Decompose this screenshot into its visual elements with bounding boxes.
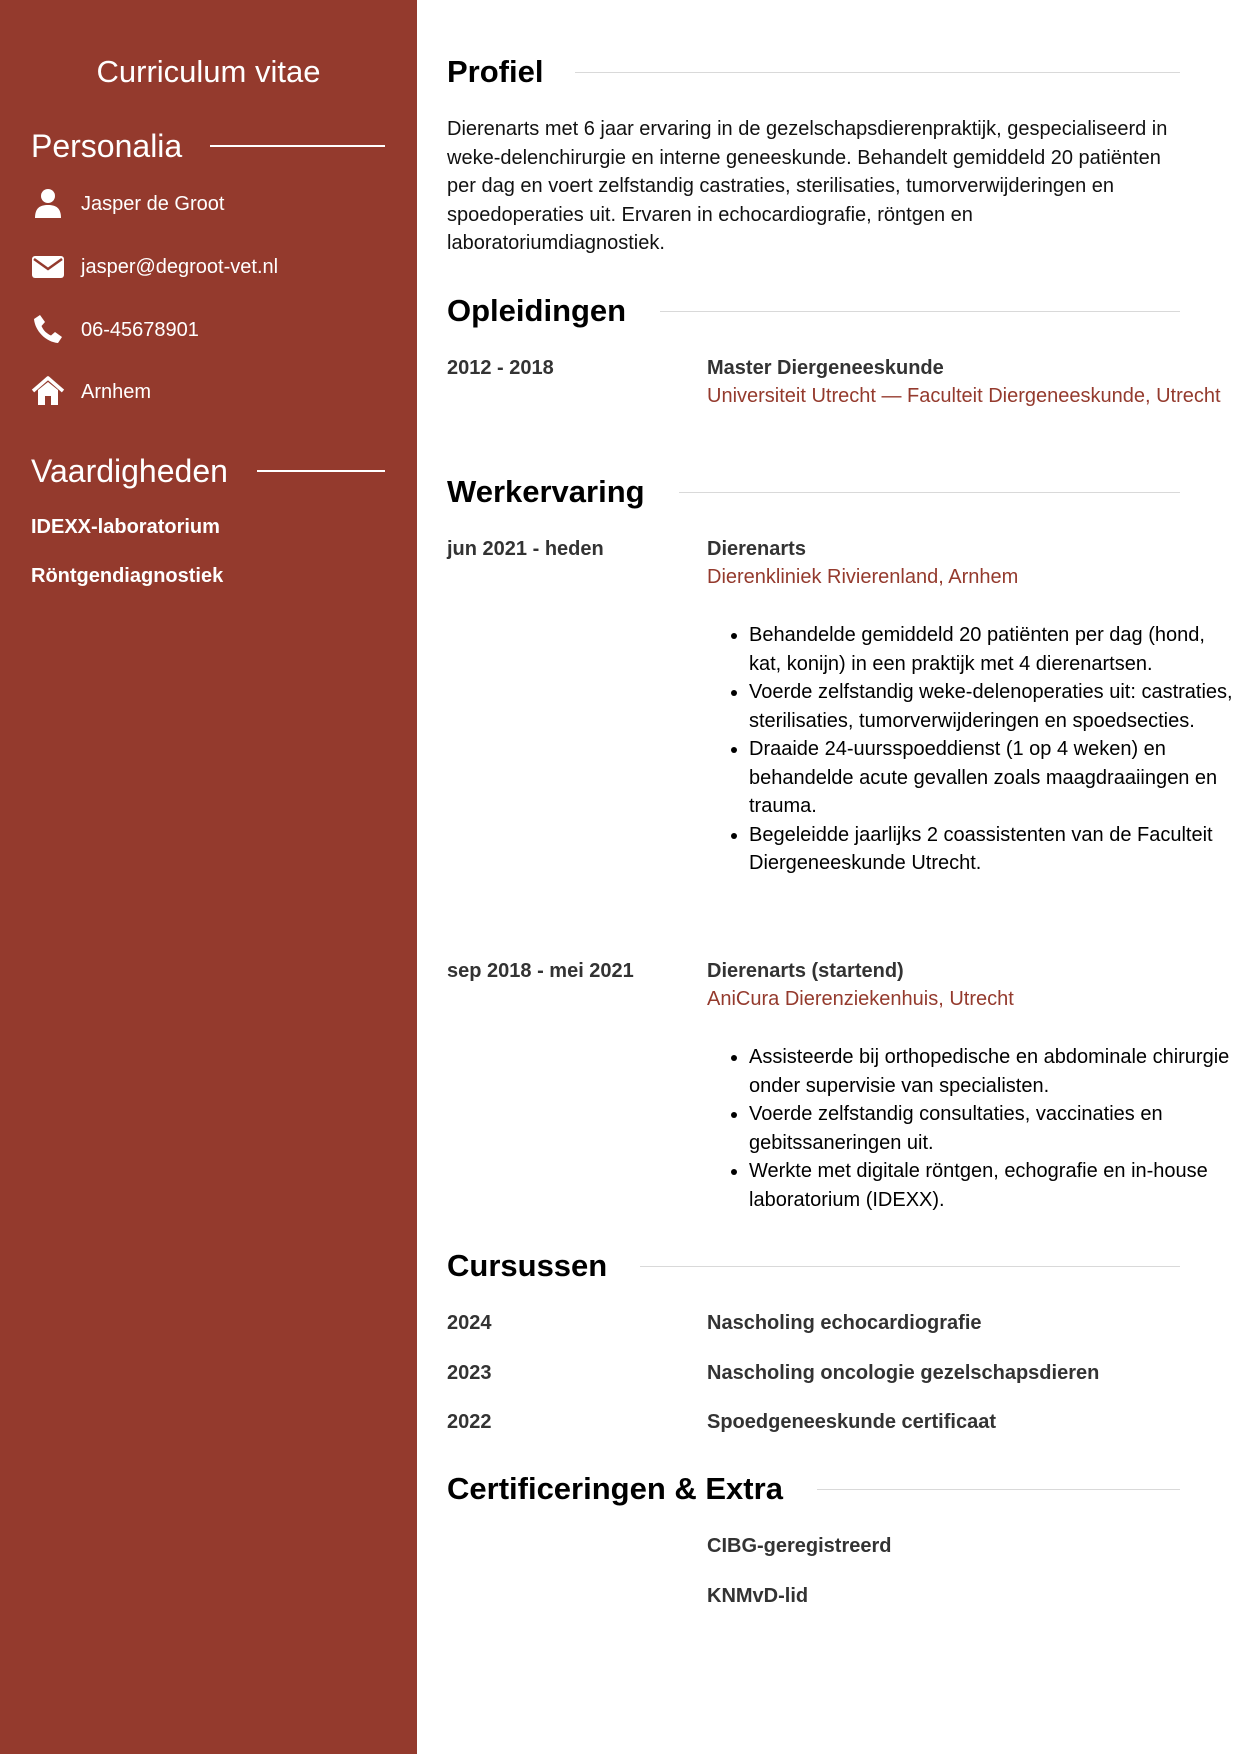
profile-heading: Profiel [447,54,544,89]
skills-divider [257,470,385,472]
skills-heading: Vaardigheden [31,453,228,489]
course-year: 2024 [447,1312,492,1334]
job-bullets [707,1043,1239,1214]
experience-divider [679,492,1180,493]
job-title: Dierenarts [707,538,806,560]
job-date: jun 2021 - heden [447,538,604,560]
user-icon [31,186,65,220]
courses-heading: Cursussen [447,1248,608,1283]
job-bullet: • Werkte met digitale röntgen, echografie en in-house laboratorium (IDEXX). [749,1157,1239,1214]
job-bullet: • Assisteerde bij orthopedische en abdominale chirurgie onder supervisie van specialisten. [749,1043,1239,1100]
job-employer: Dierenkliniek Rivierenland, Arnhem [707,566,1019,588]
experience-heading: Werkervaring [447,474,645,509]
course-title: Spoedgeneeskunde certificaat [707,1411,996,1433]
course-title: Nascholing echocardiografie [707,1312,982,1334]
job-bullet: • Voerde zelfstandig consultaties, vaccinaties en gebitssaneringen uit. [749,1100,1239,1157]
envelope-icon [31,249,65,283]
education-heading: Opleidingen [447,293,627,328]
job-bullet: • Voerde zelfstandig weke-delenoperaties uit: castraties, sterilisaties, tumorverwijderingen en spoedsecties. [749,678,1239,735]
phone-icon [31,312,65,346]
personalia-divider [210,145,385,147]
extra-divider [817,1489,1180,1490]
education-divider [660,311,1180,312]
skill-item: IDEXX-laboratorium [31,516,220,538]
course-year: 2023 [447,1362,492,1384]
personalia-heading: Personalia [31,128,183,164]
contact-email[interactable]: jasper@degroot-vet.nl [81,256,279,278]
home-icon [31,374,65,408]
profile-divider [575,72,1180,73]
extra-item: KNMvD-lid [707,1585,809,1607]
contact-city: Arnhem [81,381,152,403]
job-bullets [707,621,1239,878]
sidebar [0,0,417,1754]
job-bullet: • Behandelde gemiddeld 20 patiënten per dag (hond, kat, konijn) in een praktijk met 4 dierenartsen. [749,621,1239,678]
cv-title: Curriculum vitae [96,54,321,89]
contact-name: Jasper de Groot [81,193,225,215]
course-title: Nascholing oncologie gezelschapsdieren [707,1362,1100,1384]
job-bullet: • Draaide 24-uursspoeddienst (1 op 4 weken) en behandelde acute gevallen zoals maagdraaiingen en trauma. [749,735,1239,821]
job-date: sep 2018 - mei 2021 [447,960,634,982]
main-content [417,0,1241,1754]
courses-divider [640,1266,1180,1267]
education-date: 2012 - 2018 [447,357,554,379]
contact-phone[interactable]: 06-45678901 [81,319,199,341]
extra-heading: Certificeringen & Extra [447,1471,783,1506]
job-bullet: • Begeleidde jaarlijks 2 coassistenten van de Faculteit Diergeneeskunde Utrecht. [749,821,1239,878]
job-employer: AniCura Dierenziekenhuis, Utrecht [707,988,1014,1010]
education-title: Master Diergeneeskunde [707,357,944,379]
skill-item: Röntgendiagnostiek [31,565,224,587]
job-title: Dierenarts (startend) [707,960,904,982]
profile-text: Dierenarts met 6 jaar ervaring in de gezelschapsdierenpraktijk, gespecialiseerd in weke-delenchirurgie en interne geneeskunde. Behandelt gemiddeld 20 patiënten per dag en voert zelfstandig castraties, sterilisaties, tumorverwijderingen en spoedoperaties uit. Ervaren in echocardiografie, röntgen en laboratoriumdiagnostiek. [447,118,1168,254]
education-institution: Universiteit Utrecht — Faculteit Diergeneeskunde, Utrecht [707,385,1221,407]
course-year: 2022 [447,1411,492,1433]
extra-item: CIBG-geregistreerd [707,1535,892,1557]
